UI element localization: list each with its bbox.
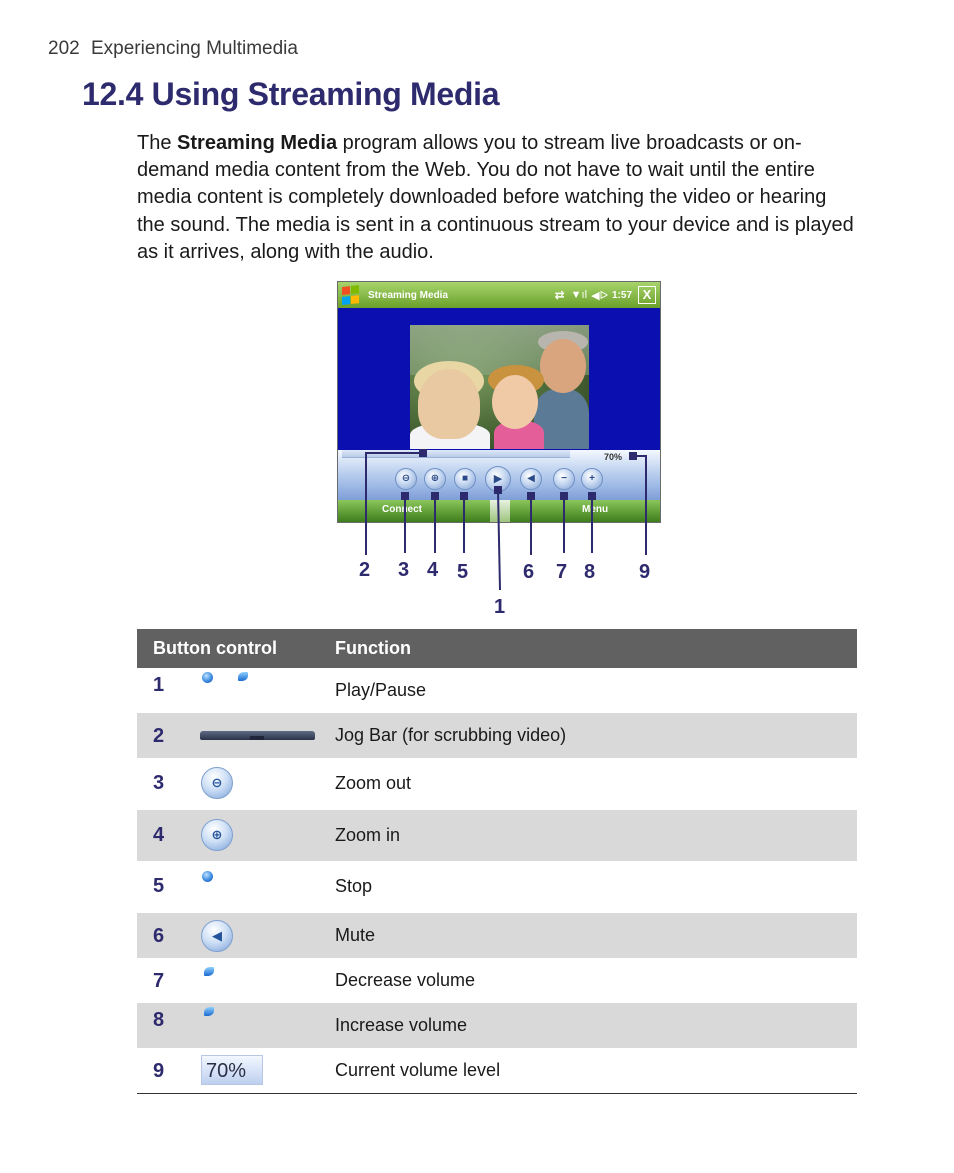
row-function: Jog Bar (for scrubbing video) <box>335 725 567 745</box>
table-row <box>137 713 857 758</box>
sync-arrows-icon[interactable]: ⇄ <box>554 288 565 302</box>
device-clock[interactable]: 1:57 <box>611 289 632 301</box>
callout-7: 7 <box>556 561 568 583</box>
row-number: 4 <box>153 824 165 846</box>
running-head <box>48 38 298 60</box>
table-row <box>137 668 857 713</box>
stop-icon: ■ <box>461 473 469 484</box>
play-icon: ▶ <box>493 473 503 485</box>
intro-program-name: Streaming Media <box>177 132 338 154</box>
zoom-out-icon: ⊖ <box>201 767 233 799</box>
softkey-bar <box>338 500 660 522</box>
row-number: 9 <box>153 1060 165 1082</box>
volume-down-button[interactable] <box>553 468 575 490</box>
row-number: 2 <box>153 725 165 747</box>
softkey-menu[interactable]: Menu <box>582 504 609 515</box>
signal-strength-icon[interactable]: ▼ıl <box>570 289 588 301</box>
row-function: Mute <box>335 925 376 945</box>
table-row <box>137 758 857 810</box>
stop-icon <box>202 871 213 882</box>
mute-icon: ◀ <box>201 920 233 952</box>
callout-1: 1 <box>494 596 506 618</box>
row-function: Stop <box>335 876 373 896</box>
callout-6: 6 <box>523 561 535 583</box>
table-row <box>137 913 857 958</box>
mute-icon: ◀ <box>527 473 535 484</box>
callout-3: 3 <box>398 559 410 581</box>
table-header <box>137 629 857 668</box>
volume-up-icon <box>204 1007 214 1016</box>
intro-text-start: The <box>137 132 178 154</box>
row-number: 7 <box>153 970 165 992</box>
row-number: 1 <box>153 674 165 696</box>
row-function: Increase volume <box>335 1015 468 1035</box>
stop-button[interactable] <box>454 468 476 490</box>
plus-icon: + <box>589 473 595 484</box>
page-number: 202 <box>48 38 80 59</box>
table-row <box>137 861 857 913</box>
magnifier-icon: ⊖ <box>401 473 411 484</box>
row-function: Zoom in <box>335 825 401 845</box>
row-function: Current volume level <box>335 1060 501 1080</box>
section-title: 12.4 Using Streaming Media <box>82 76 500 112</box>
zoom-out-button[interactable] <box>395 468 417 490</box>
callout-2: 2 <box>359 559 371 581</box>
play-pause-button[interactable] <box>485 466 511 492</box>
volume-up-button[interactable] <box>581 468 603 490</box>
video-area <box>338 308 660 450</box>
zoom-in-button[interactable] <box>424 468 446 490</box>
jog-bar[interactable] <box>342 450 570 458</box>
intro-text-rest: program allows you to stream live broadcasts or on-demand media content from the Web. You do not have to wait until the entire media content is completely downloaded before watching the video or hearing the sound. The media is sent in a continuous stream to your device and is played as it arrives, along with the audio. <box>137 132 854 263</box>
windows-start-icon[interactable] <box>342 285 360 305</box>
jog-bar-icon <box>200 731 315 740</box>
header-function: Function <box>335 638 411 658</box>
device-app-title: Streaming Media <box>368 289 449 301</box>
callout-4: 4 <box>427 559 439 581</box>
row-number: 3 <box>153 772 165 794</box>
player-control-bar <box>338 450 660 500</box>
row-number: 5 <box>153 875 165 897</box>
video-frame-family-photo <box>410 325 589 449</box>
table-bottom-rule <box>137 1093 857 1094</box>
volume-level-icon: 70% <box>201 1055 263 1085</box>
close-icon[interactable]: X <box>638 286 656 304</box>
button-control-table <box>137 629 857 1093</box>
header-button-control: Button control <box>153 638 277 658</box>
device-screenshot <box>337 281 661 523</box>
running-head-section: Experiencing Multimedia <box>90 38 298 59</box>
row-number: 6 <box>153 925 165 947</box>
volume-level-readout: 70% <box>604 452 623 462</box>
table-row <box>137 810 857 861</box>
magnifier-icon: ⊕ <box>430 473 440 484</box>
zoom-in-icon: ⊕ <box>201 819 233 851</box>
volume-down-icon <box>204 967 214 976</box>
softkey-divider <box>490 500 510 522</box>
row-number: 8 <box>153 1009 165 1031</box>
row-function: Decrease volume <box>335 970 476 990</box>
play-icon <box>202 672 213 683</box>
table-row <box>137 1048 857 1093</box>
table-row <box>137 958 857 1003</box>
row-function: Play/Pause <box>335 680 427 700</box>
intro-paragraph <box>137 130 857 266</box>
table-row <box>137 1003 857 1048</box>
callout-8: 8 <box>584 561 596 583</box>
speaker-icon[interactable]: ◀ᐅ <box>591 289 608 302</box>
device-titlebar <box>338 282 660 308</box>
softkey-connect[interactable]: Connect <box>382 504 422 515</box>
row-function: Zoom out <box>335 773 412 793</box>
pause-icon <box>238 672 248 681</box>
callout-9: 9 <box>639 561 651 583</box>
mute-button[interactable] <box>520 468 542 490</box>
minus-icon: − <box>561 473 567 484</box>
callout-5: 5 <box>457 561 469 583</box>
